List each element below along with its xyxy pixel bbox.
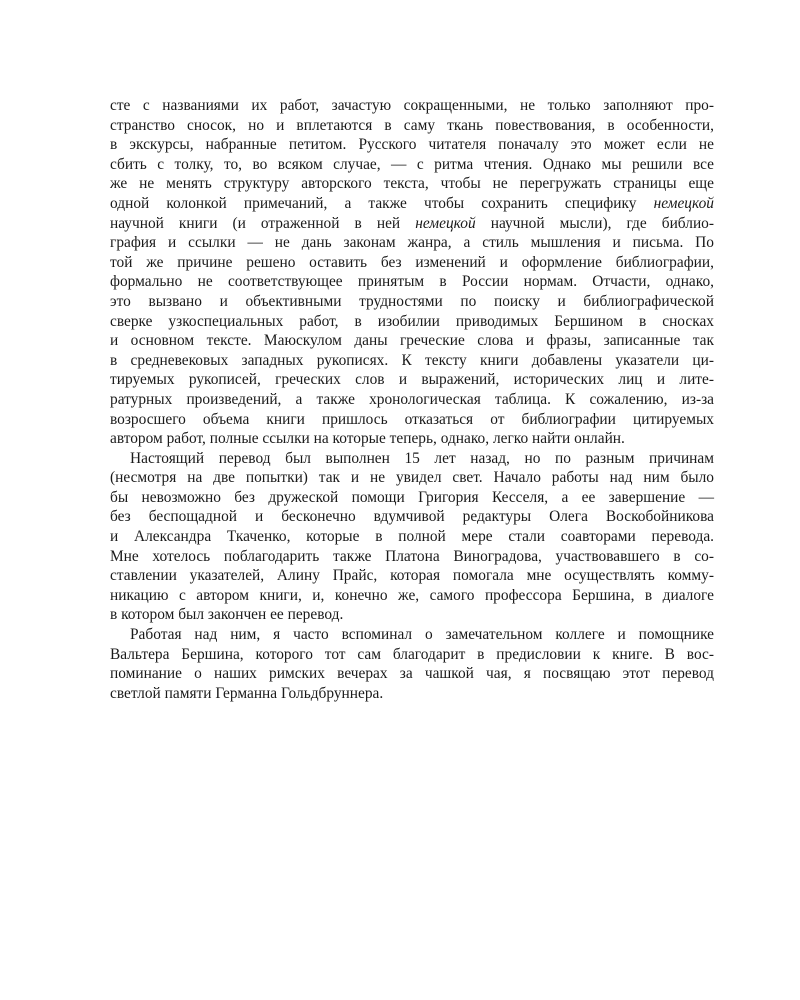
- text-line: [110, 605, 714, 625]
- text-segment: автором работ, полные ссылки на которые теперь, однако, легко найти онлайн.: [110, 430, 625, 448]
- text-segment: одной колонкой примечаний, а также чтобы сохранить специфику: [110, 194, 654, 212]
- text-line: [110, 684, 714, 704]
- italic-text-segment: немецкой: [415, 214, 476, 232]
- text-line: [110, 253, 714, 273]
- text-line: [110, 410, 714, 430]
- text-segment: и основном тексте. Маюскулом даны греческие слова и фразы, записанные так: [110, 332, 714, 350]
- text-line: [110, 547, 714, 567]
- text-line: [110, 586, 714, 606]
- text-segment: Мне хотелось поблагодарить также Платона Виноградова, участвовавшего в со-: [110, 547, 714, 565]
- text-line: [110, 292, 714, 312]
- text-line: [110, 312, 714, 332]
- text-segment: в экскурсы, набранные петитом. Русского читателя поначалу это может если не: [110, 136, 714, 154]
- text-segment: без беспощадной и бесконечно вдумчивой редактуры Олега Воскобойникова: [110, 508, 714, 526]
- text-line: [110, 468, 714, 488]
- text-line: [110, 272, 714, 292]
- text-line: [110, 449, 714, 469]
- text-segment: (несмотря на две попытки) так и не увидел свет. Начало работы над ним было: [110, 469, 714, 487]
- text-line: [110, 664, 714, 684]
- text-segment: сбить с толку, то, во всяком случае, — с ритма чтения. Однако мы решили все: [110, 155, 714, 173]
- text-segment: сте с названиями их работ, зачастую сокращенными, не только заполняют про-: [110, 97, 714, 114]
- text-line: [110, 566, 714, 586]
- text-segment: научной книги (и отраженной в ней: [110, 214, 416, 232]
- text-segment: странство сносок, но и вплетаются в саму ткань повествования, в особенности,: [110, 116, 714, 134]
- text-segment: бы невозможно без дружеской помощи Григория Кесселя, а ее завершение —: [110, 488, 714, 506]
- text-segment: поминание о наших римских вечерах за чашкой чая, я посвящаю этот перевод: [110, 665, 714, 683]
- text-segment: Настоящий перевод был выполнен 15 лет назад, но по разным причинам: [130, 449, 714, 467]
- text-segment: никацию с автором книги, и, конечно же, самого профессора Бершина, в диалоге: [110, 586, 714, 604]
- paragraph-3: [110, 625, 714, 703]
- text-segment: светлой памяти Германна Гольдбруннера.: [110, 684, 384, 702]
- text-line: [110, 625, 714, 645]
- text-line: [110, 116, 714, 136]
- text-line: [110, 194, 714, 214]
- text-line: [110, 429, 714, 449]
- text-line: [110, 351, 714, 371]
- text-segment: же не менять структуру авторского текста, чтобы не перегружать страницы еще: [110, 175, 714, 193]
- text-line: [110, 488, 714, 508]
- text-line: [110, 96, 714, 116]
- text-line: [110, 174, 714, 194]
- italic-text-segment: немецкой: [653, 194, 714, 212]
- text-segment: возросшего объема книги пришлось отказаться от библиографии цитируемых: [110, 410, 714, 428]
- text-segment: Вальтера Бершина, которого тот сам благодарит в предисловии к книге. В вос-: [110, 645, 714, 663]
- text-segment: это вызвано и объективными трудностями по поиску и библиографической: [110, 292, 714, 310]
- text-segment: Работая над ним, я часто вспоминал о замечательном коллеге и помощнике: [130, 626, 714, 644]
- text-line: [110, 645, 714, 665]
- text-line: [110, 370, 714, 390]
- text-segment: формально не соответствующее принятым в России нормам. Отчасти, однако,: [110, 273, 714, 291]
- text-line: [110, 527, 714, 547]
- text-segment: в средневековых западных рукописях. К тексту книги добавлены указатели ци-: [110, 351, 714, 369]
- text-line: [110, 155, 714, 175]
- body-text: [110, 96, 714, 703]
- text-line: [110, 331, 714, 351]
- text-line: [110, 233, 714, 253]
- text-segment: научной мысли), где библио-: [475, 214, 714, 232]
- text-line: [110, 135, 714, 155]
- text-segment: в котором был закончен ее перевод.: [110, 606, 344, 624]
- text-segment: тируемых рукописей, греческих слов и выражений, исторических лиц и лите-: [110, 371, 714, 389]
- text-line: [110, 390, 714, 410]
- text-segment: графия и ссылки — не дань законам жанра, а стиль мышления и письма. По: [110, 234, 714, 252]
- text-segment: и Александра Ткаченко, которые в полной мере стали соавторами перевода.: [110, 528, 714, 546]
- text-segment: ратурных произведений, а также хронологическая таблица. К сожалению, из-за: [110, 390, 714, 408]
- text-segment: той же причине решено оставить без изменений и оформление библиографии,: [110, 253, 714, 271]
- paragraph-2: [110, 449, 714, 625]
- text-line: [110, 214, 714, 234]
- paragraph-1: [110, 96, 714, 449]
- text-segment: сверке узкоспециальных работ, в изобилии приводимых Бершином в сносках: [110, 312, 714, 330]
- text-segment: ставлении указателей, Алину Прайс, которая помогала мне осуществлять комму-: [110, 567, 714, 585]
- text-line: [110, 507, 714, 527]
